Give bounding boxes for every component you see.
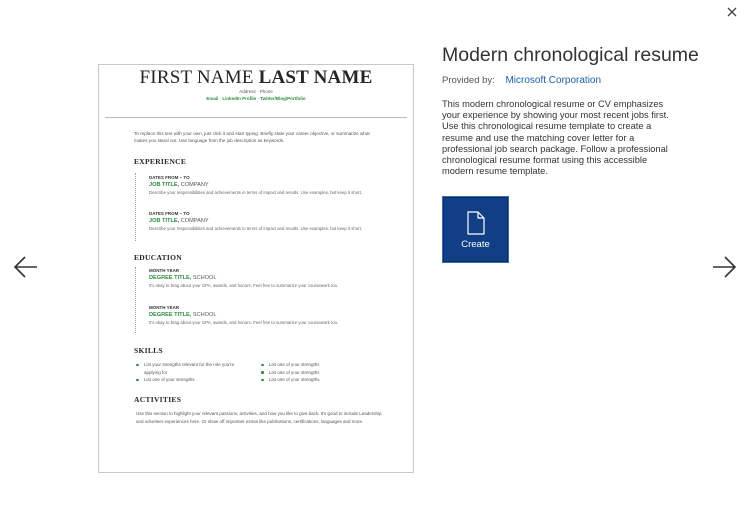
template-title: Modern chronological resume [442,44,699,66]
skills-list-left [135,361,245,384]
template-preview [98,64,414,473]
experience-dates: DATES FROM – TO [149,211,190,216]
experience-job [149,181,389,189]
company: COMPANY [180,218,209,224]
close-icon [722,2,742,22]
provider-link[interactable]: Microsoft Corporation [505,75,602,86]
create-label: Create [461,239,490,250]
education-degree [149,311,389,319]
next-template-button[interactable] [711,254,737,280]
experience-item [149,174,389,196]
education-timeline [135,267,136,333]
document-icon [466,211,486,235]
experience-timeline [135,173,136,241]
experience-desc: Describe your responsibilities and achievements in terms of impact and results. Use examples, but keep it short. [149,226,363,231]
template-description: This modern chronological resume or CV emphasizes your experience by showing your most recent jobs first. Use this chronological resume template to create a resume and use the matching cover letter for a professional job search package. Follow a professional chronological resume format using this accessible modern resume template. [442,99,669,177]
education-desc: It's okay to brag about your GPA, awards, and honors. Feel free to summarize your coursework too. [149,320,339,325]
education-date: MONTH YEAR [149,305,180,310]
resume-address: Address · Phone [239,89,273,94]
skill-item: List one of your strengths [260,376,370,384]
skill-item: List your strengths relevant for the role you're applying for [135,361,245,376]
previous-template-button[interactable] [13,254,39,280]
skill-item: List one of your strengths [260,361,370,369]
education-date: MONTH YEAR [149,268,180,273]
resume-contact: Email · LinkedIn Profile · Twitter/Blog/Portfolio [206,96,306,101]
close-button[interactable] [722,2,742,22]
arrow-left-icon [13,254,39,280]
company: COMPANY [180,182,209,188]
school: SCHOOL [192,275,217,281]
provided-by-label: Provided by: [442,75,495,86]
activities-text: Use this section to highlight your relevant passions, activities, and how you like to give back. It's good to include Leadership and volunteer experiences here. Or show off important extras like publications, certifications, languages and more. [136,411,382,424]
skills-heading: SKILLS [134,346,163,355]
education-item [149,304,389,326]
resume-divider [105,117,407,118]
education-heading: EDUCATION [134,253,182,262]
resume-first-name: FIRST NAME [139,67,254,88]
degree-title: DEGREE TITLE, [149,275,192,281]
job-title: JOB TITLE, [149,182,180,188]
skill-item: List one of your strengths [260,369,370,377]
experience-desc: Describe your responsibilities and achievements in terms of impact and results. Use examples, but keep it short. [149,190,363,195]
experience-dates: DATES FROM – TO [149,175,190,180]
experience-job [149,217,389,225]
provider-line [442,75,601,86]
resume-intro: To replace this text with your own, just click it and start typing. Briefly state your career objective, or summarize what makes you stand out. Use language from the job description as keywords. [134,131,370,143]
degree-title: DEGREE TITLE, [149,312,192,318]
experience-item [149,210,389,232]
resume-name [99,67,413,89]
activities-heading: ACTIVITIES [134,395,182,404]
arrow-right-icon [711,254,737,280]
resume-last-name: LAST NAME [258,67,373,88]
education-degree [149,274,389,282]
job-title: JOB TITLE, [149,218,180,224]
experience-heading: EXPERIENCE [134,157,187,166]
education-item [149,267,389,289]
skills-list-right [260,361,370,384]
school: SCHOOL [192,312,217,318]
create-button[interactable] [442,196,509,263]
education-desc: It's okay to brag about your GPA, awards, and honors. Feel free to summarize your coursework too. [149,283,339,288]
skill-item: List one of your strengths [135,376,245,384]
